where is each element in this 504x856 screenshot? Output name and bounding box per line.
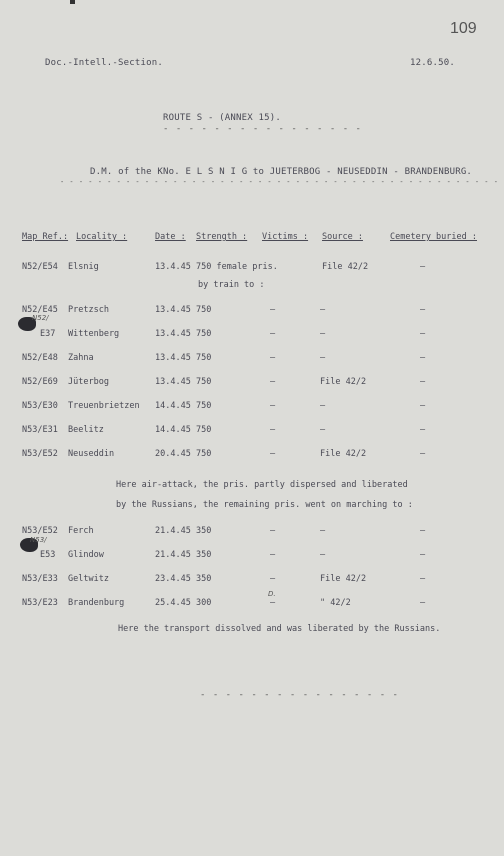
route-title: ROUTE S - (ANNEX 15). — [163, 113, 281, 123]
table-row: N53/E23 Brandenburg 25.4.45 300 — " 42/2 — — [22, 598, 426, 608]
col-source: Source : — [322, 232, 363, 242]
table-row: N53/E33 Geltwitz 23.4.45 350 — File 42/2 — — [22, 574, 426, 584]
page-number: 109 — [450, 20, 477, 37]
table-row: N52/E54 Elsnig 13.4.45 750 female pris. File 42/2 — — [22, 262, 426, 272]
col-date: Date : — [155, 232, 186, 242]
header-left: Doc.-Intell.-Section. — [45, 58, 163, 68]
table-row: E53 Glindow 21.4.45 350 — — — — [40, 550, 426, 560]
table-row: N52/E45 Pretzsch 13.4.45 750 — — — — [22, 305, 426, 315]
col-locality: Locality : — [76, 232, 128, 242]
table-row: N53/E30 Treuenbrietzen 14.4.45 750 — — — — [22, 401, 426, 411]
table-row: N52/E69 Jüterbog 13.4.45 750 — File 42/2 — — [22, 377, 426, 387]
table-row: N53/E52 Ferch 21.4.45 350 — — — — [22, 526, 426, 536]
note-air-attack-2: by the Russians, the remaining pris. went on marching to : — [116, 500, 413, 510]
col-victims: Victims : — [262, 232, 309, 242]
handwritten-mark: D. — [268, 590, 276, 598]
col-strength: Strength : — [196, 232, 248, 242]
table-row: N52/E48 Zahna 13.4.45 750 — — — — [22, 353, 426, 363]
document-subtitle: D.M. of the KNo. E L S N I G to JUETERBOG - NEUSEDDIN - BRANDENBURG. — [90, 167, 473, 177]
col-cemetery: Cemetery buried : — [390, 232, 477, 242]
staple-mark — [70, 0, 75, 4]
handwritten-annotation: N53/ — [30, 536, 47, 544]
subtitle-underline: - - - - - - - - - - - - - - - - - - - - - - - - - - - - - - - - - - - - - - - - - - - - - - - — [60, 178, 499, 186]
col-map-ref: Map Ref.: — [22, 232, 69, 242]
note-liberated: Here the transport dissolved and was liberated by the Russians. — [118, 624, 441, 634]
table-row: N53/E52 Neuseddin 20.4.45 750 — File 42/2 — — [22, 449, 426, 459]
header-right: 12.6.50. — [410, 58, 455, 68]
end-dash-line: - - - - - - - - - - - - - - - - — [200, 690, 399, 700]
by-train-note: by train to : — [198, 280, 265, 290]
title-underline: - - - - - - - - - - - - - - - - — [163, 124, 362, 134]
handwritten-annotation: N52/ — [32, 314, 49, 322]
table-row: E37 Wittenberg 13.4.45 750 — — — — [40, 329, 426, 339]
note-air-attack-1: Here air-attack, the pris. partly dispersed and liberated — [116, 480, 408, 490]
table-row: N53/E31 Beelitz 14.4.45 750 — — — — [22, 425, 426, 435]
